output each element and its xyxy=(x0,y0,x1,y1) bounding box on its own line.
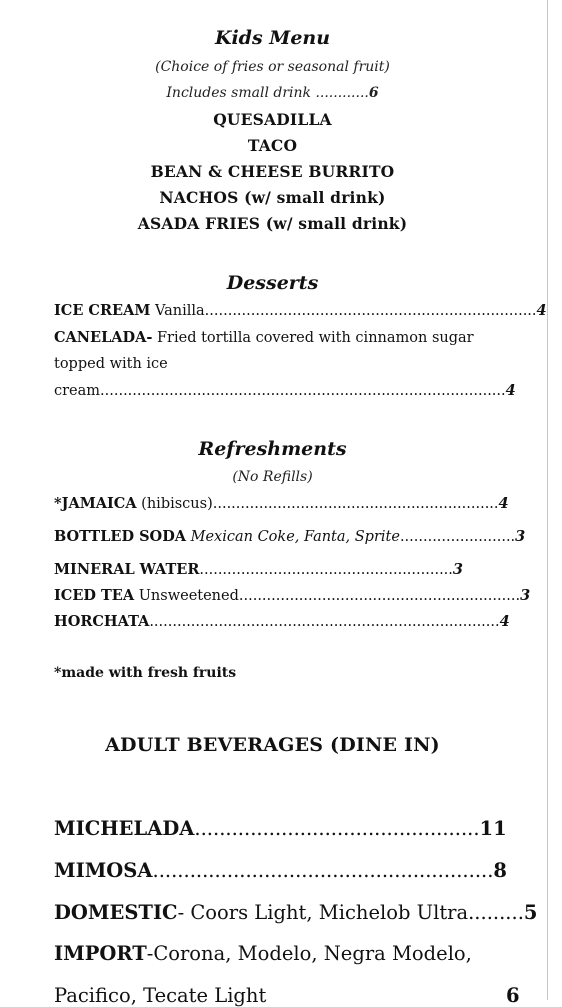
page-edge-divider xyxy=(547,0,548,1000)
refreshments-note: (No Refills) xyxy=(232,469,313,485)
tea-price: 3 xyxy=(520,587,531,604)
refresh-iced-tea xyxy=(54,587,530,604)
ice-cream-name: ICE CREAM xyxy=(54,302,151,319)
domestic-desc: - Coors Light, Michelob Ultra xyxy=(177,901,469,924)
canelada-desc-1: Fried tortilla covered with cinnamon sugar xyxy=(152,330,474,346)
kids-item-asada-fries: ASADA FRIES (w/ small drink) xyxy=(137,214,408,233)
refresh-bottled-soda xyxy=(54,528,525,545)
tea-dots: ............................................................. xyxy=(238,588,521,604)
kids-item-quesadilla: QUESADILLA xyxy=(213,110,332,129)
soda-name: BOTTLED SODA xyxy=(54,528,187,545)
adult-domestic xyxy=(54,901,537,924)
refreshments-title: Refreshments xyxy=(198,438,347,460)
import-desc: -Corona, Modelo, Negra Modelo, xyxy=(146,942,472,965)
dessert-canelada-line2: topped with ice xyxy=(54,356,168,372)
includes-text: Includes small drink ............ xyxy=(166,85,369,101)
jamaica-price: 4 xyxy=(498,495,509,512)
kids-item-taco: TACO xyxy=(247,136,298,155)
soda-price: 3 xyxy=(515,528,526,545)
adult-mimosa xyxy=(54,859,507,882)
kids-item-nachos: NACHOS (w/ small drink) xyxy=(159,188,386,207)
ice-cream-dots: ........................................................................ xyxy=(204,303,537,319)
canelada-price: 4 xyxy=(505,382,516,399)
kids-menu-note: (Choice of fries or seasonal fruit) xyxy=(155,59,390,75)
fresh-fruits-footnote: *made with fresh fruits xyxy=(54,665,237,681)
adult-michelada xyxy=(54,817,507,840)
dessert-ice-cream xyxy=(54,302,547,319)
soda-desc: Mexican Coke, Fanta, Sprite xyxy=(186,529,400,545)
mimosa-price: 8 xyxy=(493,859,507,882)
soda-dots: ......................... xyxy=(399,529,516,545)
michelada-price: 11 xyxy=(479,817,507,840)
kids-menu-title: Kids Menu xyxy=(214,27,331,49)
refresh-mineral-water xyxy=(54,561,463,578)
jamaica-dots: .............................................................. xyxy=(212,496,499,512)
adult-beverages-title: ADULT BEVERAGES (DINE IN) xyxy=(105,734,440,756)
dessert-canelada-line1 xyxy=(54,329,474,346)
canelada-desc-3: cream xyxy=(54,383,101,399)
horchata-price: 4 xyxy=(499,613,510,630)
mimosa-name: MIMOSA xyxy=(54,859,153,882)
adult-import xyxy=(54,942,472,965)
michelada-dots: .............................................. xyxy=(194,817,480,840)
refresh-jamaica xyxy=(54,495,509,512)
domestic-name: DOMESTIC xyxy=(54,901,178,924)
horchata-dots: ............................................................................ xyxy=(149,614,500,630)
mineral-dots: ....................................................... xyxy=(199,562,453,578)
mimosa-dots: ....................................................... xyxy=(152,859,494,882)
jamaica-name: *JAMAICA xyxy=(54,495,137,512)
mineral-name: MINERAL WATER xyxy=(54,561,200,578)
mineral-price: 3 xyxy=(452,561,463,578)
canelada-dots: ........................................................................................ xyxy=(100,383,506,399)
ice-cream-desc: Vanilla xyxy=(150,303,205,319)
michelada-name: MICHELADA xyxy=(54,817,195,840)
domestic-price: 5 xyxy=(523,901,538,924)
ice-cream-price: 4 xyxy=(536,302,547,319)
adult-import-line2: Pacifico, Tecate Light xyxy=(54,984,267,1007)
domestic-dots: ......... xyxy=(468,901,524,924)
canelada-name: CANELADA- xyxy=(54,329,153,346)
tea-name: ICED TEA xyxy=(54,587,135,604)
tea-desc: Unsweetened xyxy=(134,588,239,604)
desserts-title: Desserts xyxy=(226,272,319,294)
jamaica-desc: (hibiscus) xyxy=(136,496,213,512)
kids-item-burrito: BEAN & CHEESE BURRITO xyxy=(150,162,395,181)
refresh-horchata xyxy=(54,613,510,630)
includes-price: 6 xyxy=(368,85,379,101)
dessert-canelada-line3 xyxy=(54,382,516,399)
import-price: 6 xyxy=(506,984,520,1007)
horchata-name: HORCHATA xyxy=(54,613,150,630)
import-name: IMPORT xyxy=(54,942,147,965)
kids-menu-includes xyxy=(0,85,545,101)
